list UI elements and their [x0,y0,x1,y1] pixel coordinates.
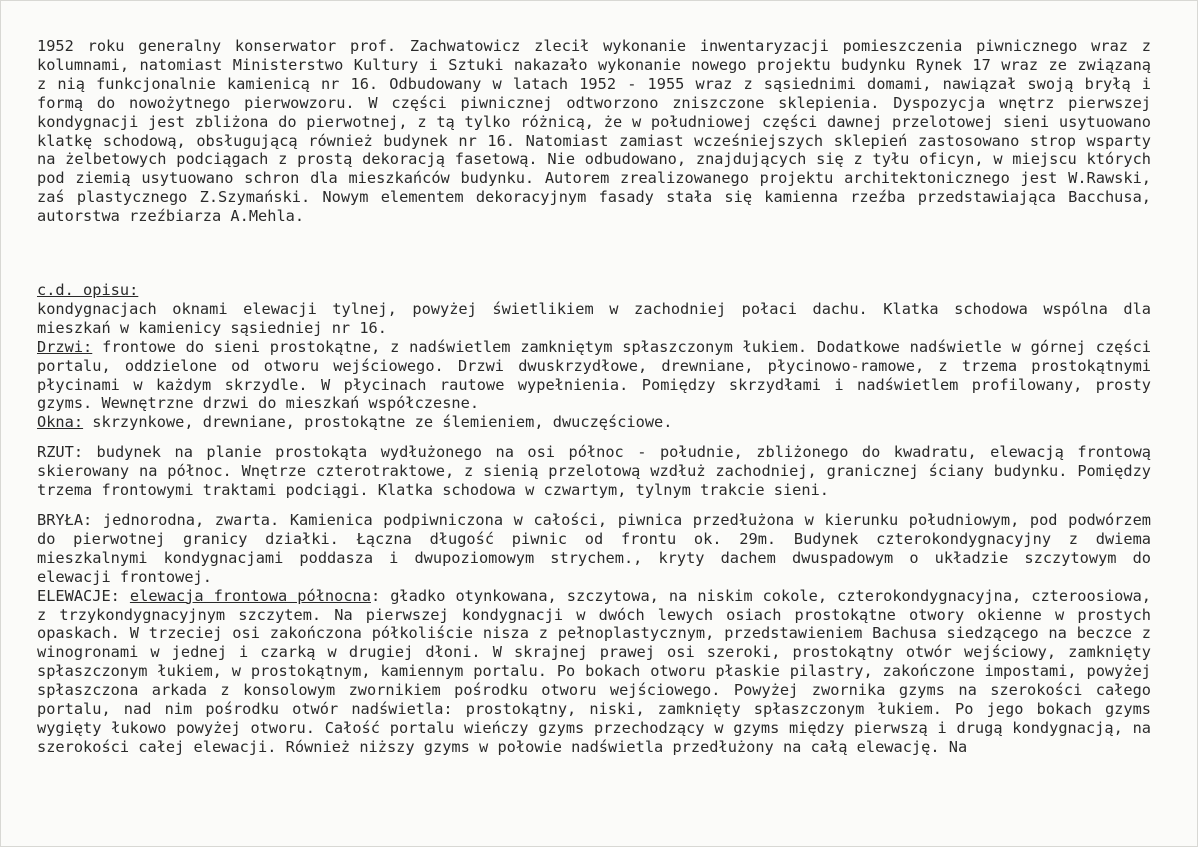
bryla-paragraph: BRYŁA: jednorodna, zwarta. Kamienica podpiwniczona w całości, piwnica przedłużona w kierunku południowym, pod podwórzem do pierwotnej granicy działki. Łączna długość piwnic od frontu ok. 29m. Budynek czterokondygnacyjny z dwiema mieszkalnymi kondygnacjami poddasza i dwupoziomowym strychem., kryty dachem dwuspadowym o układzie szczytowym do elewacji frontowej. [37,510,1151,586]
spacer [37,432,1151,443]
description-section [37,281,1151,757]
cd-paragraph: kondygnacjach oknami elewacji tylnej, powyżej świetlikiem w zachodniej połaci dachu. Klatka schodowa wspólna dla mieszkań w kamienicy sąsiedniej nr 16. [37,299,1151,337]
elewacje-label: ELEWACJE: [37,586,120,605]
elewacje-paragraph [37,587,1151,757]
spacer [37,500,1151,511]
top-section [37,37,1151,226]
cd-heading-label: c.d. opisu: [37,281,139,299]
drzwi-text: frontowe do sieni prostokątne, z nadświetlem zamkniętym spłaszczonym łukiem. Dodatkowe nadświetle w górnej części portalu, oddzielone od otworu wejściowego. Drzwi dwuskrzydłowe, drewniane, płycinowo-ramowe, z trzema prostokątnymi płycinami w każdym skrzydle. W płycinach rautowe wypełnienia. Pomiędzy skrzydłami i nadświetlem profilowany, prosty gzyms. Wewnętrzne drzwi do mieszkań współczesne. [37,337,1151,413]
okna-paragraph [37,413,1151,432]
elewacje-sub-label: elewacja frontowa północna [129,586,371,605]
okna-label: Okna: [37,413,84,432]
history-paragraph: 1952 roku generalny konserwator prof. Zachwatowicz zlecił wykonanie inwentaryzacji pomieszczenia piwnicznego wraz z kolumnami, natomiast Ministerstwo Kultury i Sztuki nakazało wykonanie nowego projektu budynku Rynek 17 wraz ze związaną z nią funkcjonalnie kamienicą nr 16. Odbudowany w latach 1952 - 1955 wraz z sąsiednimi domami, nawiązał swoją bryłą i formą do nowożytnego pierwowzoru. W części piwnicznej odtworzono zniszczone sklepienia. Dyspozycja wnętrz pierwszej kondygnacji jest zbliżona do pierwotnej, z tą tylko różnicą, że w południowej części dawnej przelotowej sieni usytuowano klatkę schodową, obsługującą również budynek nr 16. Natomiast zamiast wcześniejszych sklepień zastosowano strop wsparty na żelbetowych podciągach z prostą dekoracją fasetową. Nie odbudowano, znajdujących się z tyłu oficyn, w miejscu których pod ziemią usytuowano schron dla mieszkańców budynku. Autorem zrealizowanego projektu architektonicznego jest W.Rawski, zaś plastycznego Z.Szymański. Nowym elementem dekoracyjnym fasady stała się kamienna rzeźba przedstawiająca Bacchusa, autorstwa rzeźbiarza A.Mehla. [37,37,1151,226]
drzwi-label: Drzwi: [37,337,93,356]
cd-heading [37,281,1151,300]
rzut-paragraph: RZUT: budynek na planie prostokąta wydłużonego na osi północ - południe, zbliżonego do kwadratu, elewacją frontową skierowany na północ. Wnętrze czterotraktowe, z sienią przelotową wzdłuż zachodniej, granicznej ściany budynku. Pomiędzy trzema frontowymi traktami podciągi. Klatka schodowa w czwartym, tylnym trakcie sieni. [37,443,1151,500]
elewacje-text: : gładko otynkowana, szczytowa, na niskim cokole, czterokondygnacyjna, czteroosiowa, z trzykondygnacyjnym szczytem. Na pierwszej kondygnacji w dwóch lewych osiach prostokątne otwory okienne w prostych opaskach. W trzeciej osi zakończona półkoliście nisza z pełnoplastycznym, przedstawieniem Bachusa siedzącego na beczce z winogronami w jednej i czarką w drugiej dłoni. W skrajnej prawej osi szeroki, prostokątny otwór wejściowy, zamknięty spłaszczonym łukiem, w prostokątnym, kamiennym portalu. Po bokach otworu płaskie pilastry, zakończone impostami, powyżej spłaszczona arkada z konsolowym zwornikiem pośrodku otworu wejściowego. Powyżej zwornika gzyms na szerokości całego portalu, nad nim pośrodku otwór nadświetla: prostokątny, niski, zamknięty spłaszczonym łukiem. Po jego bokach gzyms wygięty łukowo powyżej otworu. Całość portalu wieńczy gzyms przechodzący w gzyms między pierwszą i drugą kondygnacją, na szerokości całej elewacji. Również niższy gzyms w połowie nadświetla przedłużony na całą elewację. Na [37,586,1151,756]
drzwi-paragraph [37,338,1151,414]
okna-text: skrzynkowe, drewniane, prostokątne ze ślemieniem, dwuczęściowe. [83,413,673,432]
